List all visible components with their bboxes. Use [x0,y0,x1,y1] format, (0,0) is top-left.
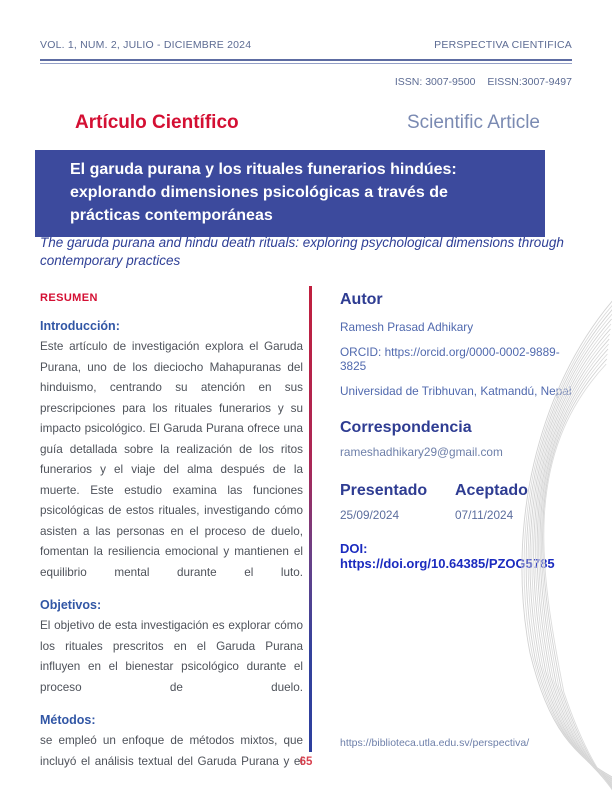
issn-line [395,76,572,88]
section-text: Este artículo de investigación explora el Garuda Purana, uno de los dieciocho Mahapuranas del hinduismo, centrando su atención en sus prescripciones para los rituales funerarios y su impacto psicológico. El Garuda Purana ofrece una guía detallada sobre la realización de los ritos funerarios y el viaje del alma después de la muerte. Este estudio examina las funciones psicológicas de estos rituales, investigando cómo asisten a las personas en el proceso de duelo, fomentan la resiliencia emocional y mantienen el equilibrio mental durante el luto. [40,340,303,579]
article-type-spanish: Artículo Científico [75,112,239,133]
author-heading: Autor [340,291,383,308]
accepted-block [455,482,528,522]
journal-url-link[interactable]: https://biblioteca.utla.edu.sv/perspectiva/ [340,737,530,749]
section-text: El objetivo de esta investigación es explorar cómo los rituales prescritos en el Garuda Purana influyen en el bienestar psicológico durante el proceso de duelo. [40,619,303,694]
article-title-english: The garuda purana and hindu death rituals: exploring psychological dimensions through contemporary practices [40,235,564,268]
eissn-value: EISSN:3007-9497 [487,76,572,88]
page-number: 65 [299,756,313,768]
presented-date: 25/09/2024 [340,508,400,522]
section-heading: Objetivos: [40,598,102,612]
presented-block [340,482,455,522]
journal-header [40,39,572,51]
abstract-section-objectives [40,598,303,698]
abstract-label: RESUMEN [40,292,98,304]
correspondence-block [340,419,580,459]
author-affiliation: Universidad de Tribhuvan, Katmandú, Nepal [340,384,572,398]
accepted-date: 07/11/2024 [455,508,514,522]
correspondence-heading: Correspondencia [340,419,472,436]
section-heading: Introducción: [40,319,120,333]
article-title-banner [35,150,545,237]
correspondence-email-link[interactable]: rameshadhikary29@gmail.com [340,445,503,459]
section-text: se empleó un enfoque de métodos mixtos, que incluyó el análisis textual del Garuda Purana y el [40,734,303,768]
section-heading: Métodos: [40,713,96,727]
author-orcid-link[interactable]: ORCID: https://orcid.org/0000-0002-9889-3825 [340,345,560,373]
doi-link[interactable]: DOI: https://doi.org/10.64385/PZOG5785 [340,541,555,571]
abstract-section-introduction [40,319,303,583]
presented-label: Presentado [340,482,428,499]
journal-name: PERSPECTIVA CIENTIFICA [434,39,572,51]
abstract-column [40,292,303,772]
accepted-label: Aceptado [455,482,528,499]
column-divider-gradient [309,286,312,752]
article-title-spanish: El garuda purana y los rituales funerarios hindúes: explorando dimensiones psicológicas a través de prácticas contemporáneas [70,161,457,224]
metadata-column [340,291,580,571]
article-type-row [75,112,540,134]
dates-row [340,482,580,522]
header-divider-rule [40,59,572,64]
article-type-english: Scientific Article [406,112,540,133]
author-name: Ramesh Prasad Adhikary [340,320,474,334]
volume-issue-line: VOL. 1, NUM. 2, JULIO - DICIEMBRE 2024 [40,39,252,51]
issn-value: ISSN: 3007-9500 [394,76,476,88]
